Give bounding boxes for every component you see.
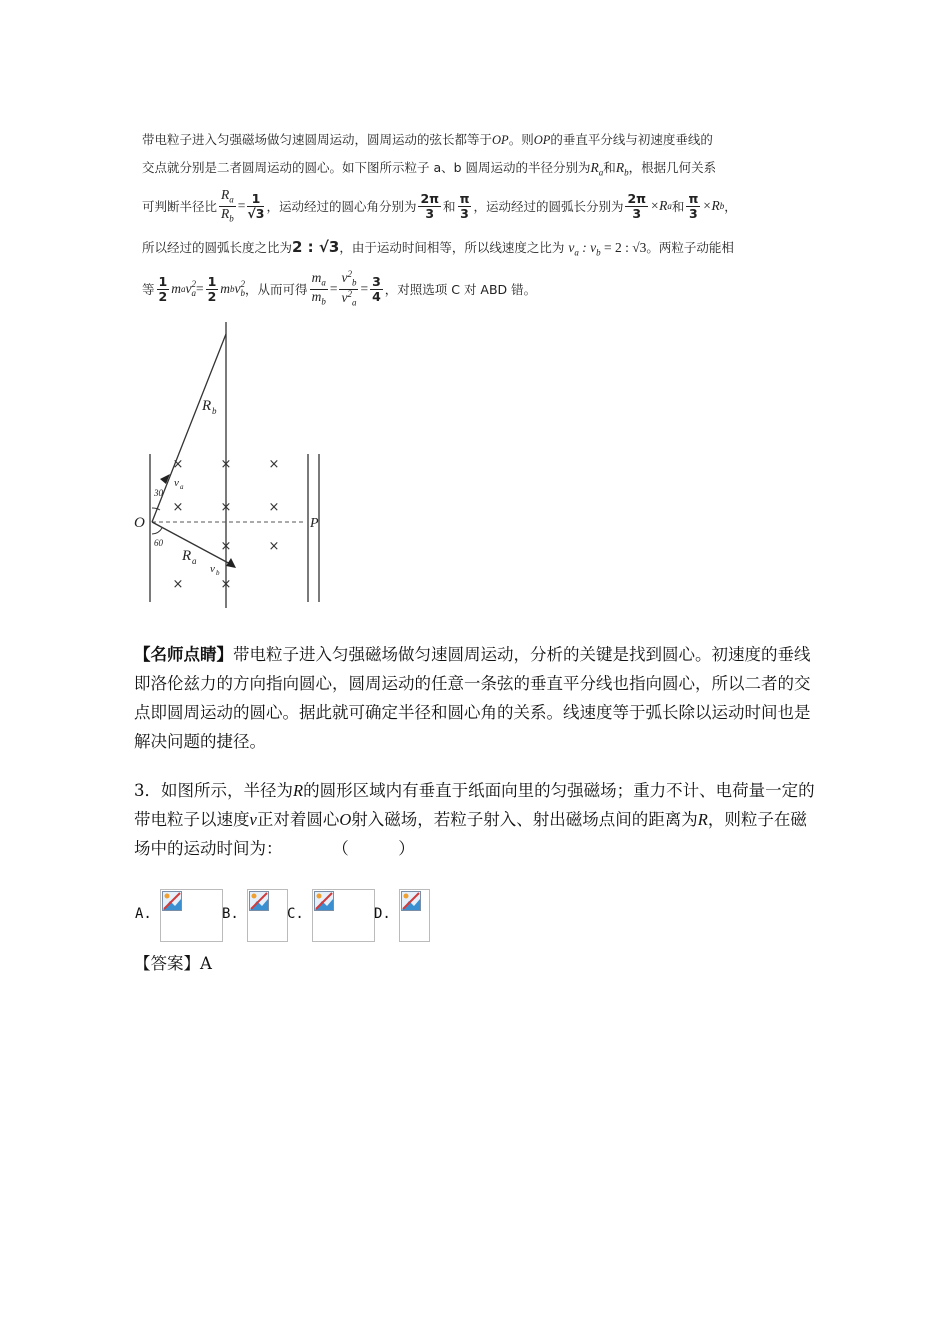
- label-o: O: [134, 515, 145, 531]
- teacher-tip: [134, 640, 816, 756]
- option-b-label: B.: [222, 906, 239, 922]
- den: 3: [632, 205, 642, 221]
- num: m: [311, 270, 322, 286]
- sub: b: [230, 284, 235, 294]
- sub: b: [229, 213, 234, 223]
- angle-label-30: 30: [154, 488, 163, 498]
- fraction-half: [157, 275, 170, 304]
- solution-line-4: [142, 238, 734, 258]
- sub: a: [351, 297, 357, 308]
- text: 。则: [508, 132, 534, 147]
- cross-icon: ×: [268, 457, 280, 472]
- text: 所以经过的圆弧长度之比为: [142, 240, 293, 255]
- math-v: v: [249, 810, 257, 829]
- sub: a: [574, 247, 579, 258]
- option-b-image[interactable]: [247, 889, 288, 942]
- num: 1: [207, 273, 217, 289]
- cross-icon: ×: [268, 500, 280, 515]
- equals: =: [329, 281, 338, 296]
- num: 2π: [420, 190, 440, 206]
- angle-arc-top: [152, 508, 160, 510]
- sub: b: [719, 201, 725, 211]
- fraction-vb2-va2: [339, 270, 358, 308]
- fraction-ra-rb: [219, 188, 236, 224]
- fraction-pi-3-arc: [686, 192, 700, 221]
- solution-line-1: [142, 130, 713, 148]
- math-m: m: [220, 281, 231, 296]
- equals: =: [195, 281, 204, 296]
- label-va: v: [174, 477, 179, 489]
- math-v: v: [234, 281, 241, 296]
- times-rb: ×R: [702, 198, 720, 213]
- sub: a: [229, 194, 234, 205]
- label-vb-sub: b: [216, 569, 220, 577]
- label-vb: v: [210, 563, 215, 575]
- den: 4: [372, 288, 381, 304]
- den: 3: [425, 205, 435, 221]
- fraction-ma-mb: [310, 271, 328, 307]
- option-d-label: D.: [374, 906, 391, 922]
- text: ，: [724, 199, 737, 214]
- fraction-half-2: [206, 275, 219, 304]
- text: 。两粒子动能相: [646, 240, 734, 255]
- den: m: [311, 288, 322, 304]
- sub: a: [180, 284, 186, 294]
- sub: b: [321, 296, 326, 306]
- text: 可判断半径比: [142, 199, 218, 214]
- sup: 2: [240, 279, 246, 289]
- equals: =: [360, 281, 369, 296]
- math-op: OP: [492, 133, 509, 147]
- sup: 2: [191, 279, 196, 289]
- fraction-1-sqrt3: [247, 192, 264, 221]
- sup: 2: [347, 268, 352, 279]
- answer-line: [134, 949, 212, 978]
- num: π: [459, 190, 470, 206]
- fraction-3-4: [370, 275, 383, 304]
- math-v: v: [185, 281, 192, 296]
- num: R: [221, 187, 230, 203]
- broken-image-icon: [314, 891, 334, 911]
- option-c-image[interactable]: [312, 889, 375, 942]
- num: 1: [247, 192, 264, 207]
- cross-icon: ×: [172, 457, 184, 472]
- cross-icon: ×: [220, 539, 232, 554]
- cross-icon: ×: [220, 457, 232, 472]
- cross-icon: ×: [172, 577, 184, 592]
- fraction-2pi-3: [418, 192, 441, 221]
- den: R: [221, 205, 230, 221]
- ratio: 2 : √3: [292, 238, 340, 256]
- math: = 2 : √3: [600, 240, 647, 255]
- math-r: R: [697, 810, 708, 829]
- label-p: P: [310, 516, 319, 531]
- fraction-2pi-3-arc: [625, 192, 648, 221]
- math-o: O: [339, 810, 352, 829]
- sub: b: [351, 277, 357, 288]
- tip-heading: 【名师点睛】: [134, 645, 233, 664]
- broken-image-icon: [401, 891, 421, 911]
- math-ra: R: [590, 160, 599, 175]
- sub: b: [596, 247, 601, 258]
- num: 1: [158, 273, 168, 289]
- den: v: [341, 289, 348, 305]
- label-rb-sub: b: [212, 406, 217, 416]
- text: 和: [443, 199, 456, 214]
- cross-icon: ×: [268, 539, 280, 554]
- math: : v: [578, 240, 597, 255]
- label-ra: R: [182, 548, 192, 564]
- option-d-image[interactable]: [399, 889, 430, 942]
- math-m: m: [171, 281, 181, 296]
- tip-text: 带电粒子进入匀强磁场做匀速圆周运动，分析的关键是找到圆心。初速度的垂线即洛伦兹力的方向指向圆心，圆周运动的任意一条弦的垂直平分线也指向圆心，所以二者的交点即圆周运动的圆心。据此就可确定半径和圆心角的关系。线速度等于弧长除以运动时间也是解决问题的捷径。: [134, 645, 811, 751]
- text: 如图所示，半径为: [161, 781, 293, 800]
- den: 3: [460, 205, 469, 221]
- label-va-sub: a: [180, 483, 184, 491]
- den: √3: [247, 205, 265, 221]
- angle-label-60: 60: [154, 538, 163, 548]
- option-c-label: C.: [287, 906, 304, 922]
- text: 和: [671, 199, 685, 214]
- times-ra: ×R: [650, 198, 668, 213]
- text: 和: [603, 160, 616, 175]
- math-v: v: [568, 240, 575, 255]
- num: 3: [372, 273, 381, 289]
- cross-icon: ×: [220, 577, 232, 592]
- angle-arc-bottom: [152, 528, 162, 534]
- answer-label: 【答案】A: [134, 954, 212, 973]
- question-3: [134, 776, 816, 863]
- radius-rb-line: [152, 334, 226, 522]
- text: 射入磁场，若粒子射入、射出磁场点间的距离为: [351, 810, 698, 829]
- text: 等: [142, 282, 155, 297]
- sub: a: [321, 277, 326, 288]
- broken-image-icon: [162, 891, 182, 911]
- fraction-pi-3: [458, 192, 472, 221]
- text: 的圆形区域内有垂直于纸面向里的匀强磁场；重力不计、电荷量一定的带电粒子以速度: [134, 781, 815, 829]
- text: 的垂直平分线与初速度垂线的: [550, 132, 713, 147]
- text: ，根据几何关系: [628, 160, 717, 175]
- question-number: 3．: [134, 781, 161, 800]
- math-rb: R: [615, 160, 625, 175]
- text: 正对着圆心: [256, 810, 340, 829]
- num: π: [688, 190, 699, 206]
- text: 交点就分别是二者圆周运动的圆心。如下图所示粒子 a、b 圆周运动的半径分别为: [142, 160, 591, 175]
- num: v: [341, 270, 348, 286]
- text: ，运动经过的圆心角分别为: [266, 199, 417, 214]
- text: ，由于运动时间相等，所以线速度之比为: [339, 240, 565, 255]
- solution-line-5: [142, 266, 536, 312]
- solution-line-2: [142, 158, 716, 178]
- text: ，从而可得: [245, 282, 308, 297]
- sup: 2: [347, 288, 352, 299]
- math-op: OP: [533, 133, 551, 147]
- sub: b: [240, 288, 246, 298]
- cross-icon: ×: [172, 500, 184, 515]
- sub: a: [191, 288, 196, 298]
- equals: =: [237, 198, 246, 213]
- magnetic-field-diagram: [130, 318, 340, 608]
- broken-image-icon: [249, 891, 269, 911]
- option-a-image[interactable]: [160, 889, 223, 942]
- option-a-label: A.: [135, 906, 152, 922]
- sub: b: [624, 167, 629, 178]
- math-r: R: [293, 781, 304, 800]
- text: ，对照选项 C 对 ABD 错。: [384, 282, 537, 297]
- text: 带电粒子进入匀强磁场做匀速圆周运动，圆周运动的弦长都等于: [142, 132, 493, 147]
- num: 2π: [627, 190, 647, 206]
- sub: a: [598, 167, 604, 178]
- solution-line-3: [142, 184, 737, 228]
- answer-blank: （ ）: [340, 839, 415, 858]
- text: ，则粒子在磁场中的运动时间为：: [134, 810, 807, 858]
- text: ，运动经过的圆弧长分别为: [473, 199, 624, 214]
- den: 2: [207, 288, 217, 304]
- cross-icon: ×: [220, 500, 232, 515]
- label-ra-sub: a: [192, 556, 197, 566]
- den: 2: [158, 288, 168, 304]
- label-rb: R: [202, 398, 212, 414]
- den: 3: [689, 205, 698, 221]
- sub: a: [667, 201, 672, 211]
